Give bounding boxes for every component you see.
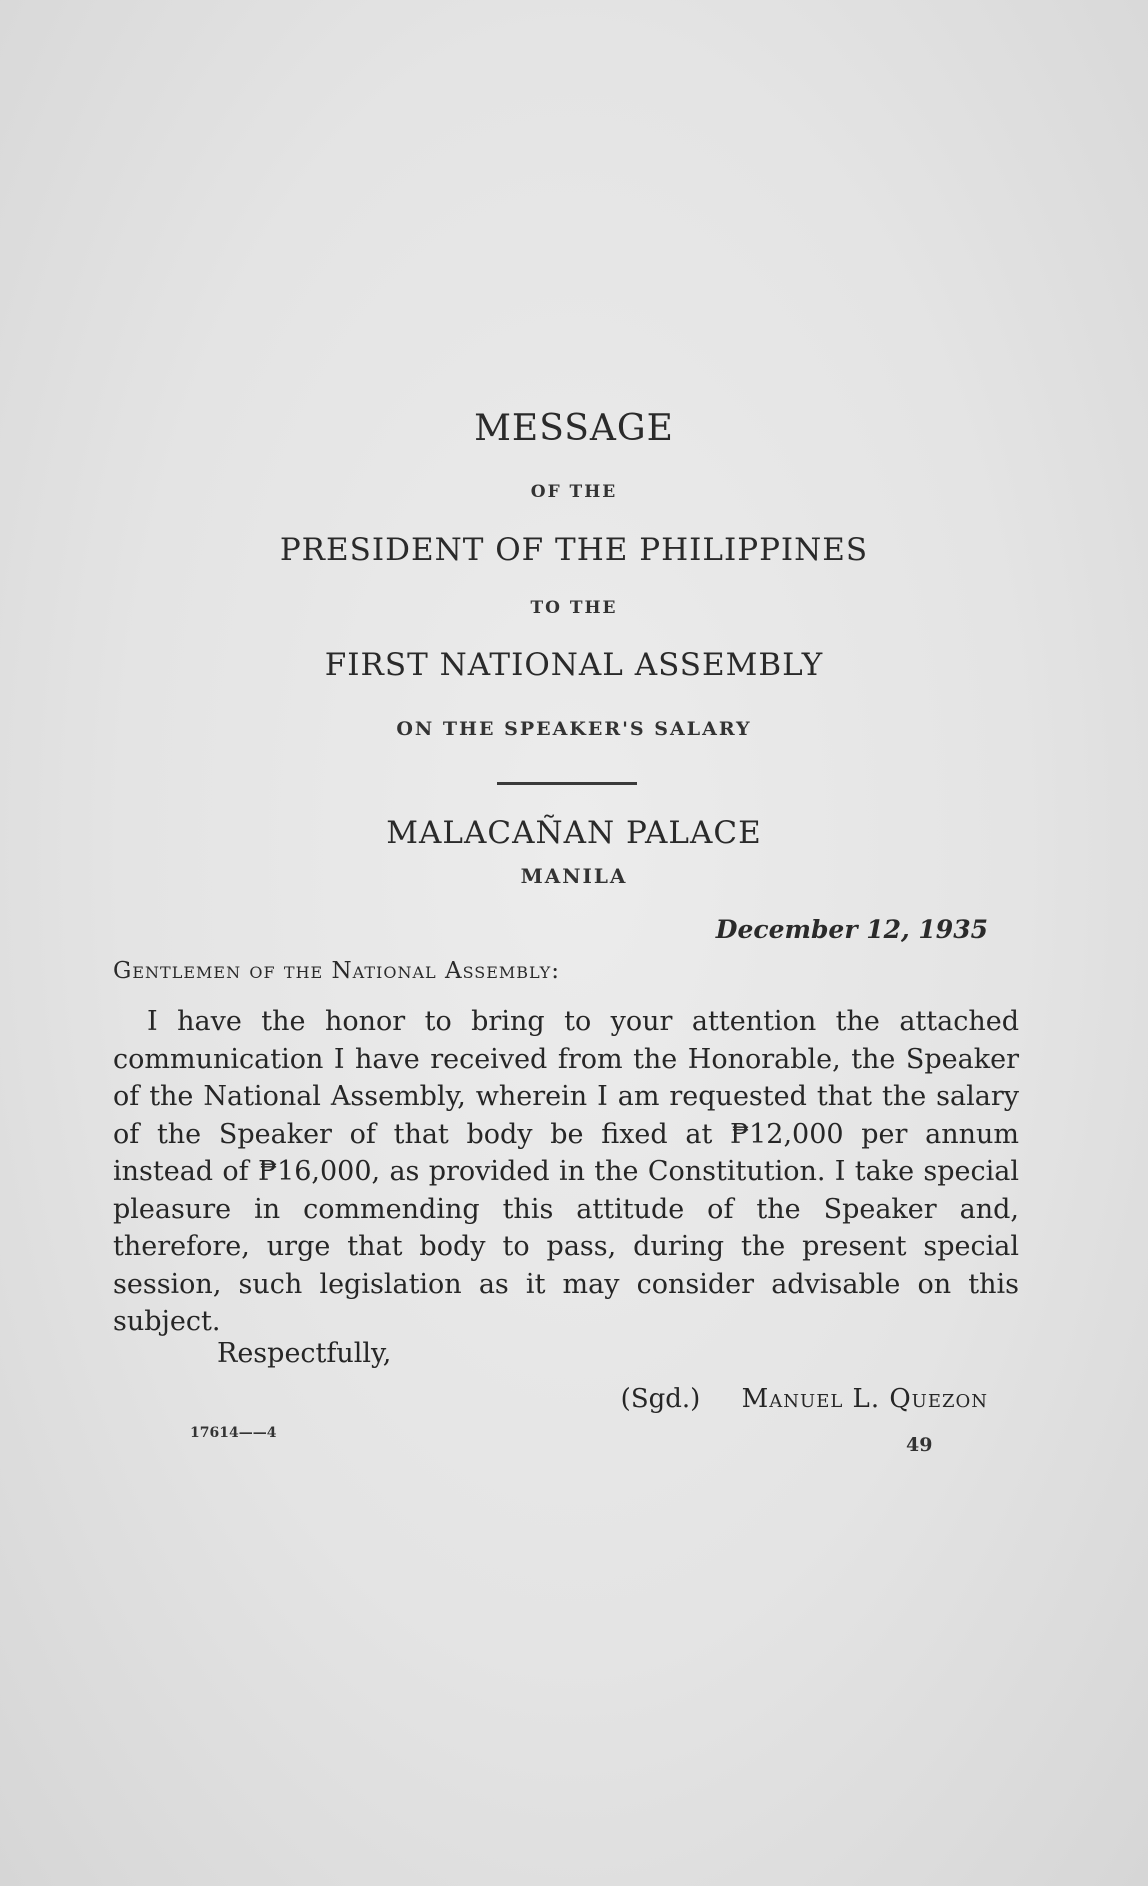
assembly-heading: FIRST NATIONAL ASSEMBLY bbox=[324, 647, 824, 683]
subject-line: ON THE SPEAKER'S SALARY bbox=[396, 718, 752, 740]
signed-name: Manuel L. Quezon bbox=[741, 1384, 988, 1414]
message-body: I have the honor to bring to your attention the attached communication I have received from the Honorable, the Speaker of the National Assembly, wherein I am requested that the salary of the Speaker of that body be fixed at ₱12,000 per annum instead of ₱16,000, as provided in the Constitution. I take special pleasure in commending this attitude of the Speaker and, therefore, urge that body to pass, during the present special session, such legislation as it may consider advisable on this subject. bbox=[113, 1006, 1019, 1337]
of-the-line: OF THE bbox=[530, 482, 618, 502]
closing: Respectfully, bbox=[217, 1338, 392, 1369]
president-heading: PRESIDENT OF THE PHILIPPINES bbox=[279, 532, 869, 568]
signed-prefix: (Sgd.) bbox=[620, 1384, 701, 1414]
print-code: 17614——4 bbox=[190, 1425, 277, 1441]
message-title: MESSAGE bbox=[474, 408, 674, 449]
divider-rule bbox=[497, 782, 637, 785]
signature-line bbox=[621, 1384, 988, 1414]
to-the-line: TO THE bbox=[530, 598, 618, 618]
palace-heading: MALACAÑAN PALACE bbox=[386, 815, 762, 851]
letter-date: December 12, 1935 bbox=[715, 915, 988, 944]
city-line: MANILA bbox=[520, 864, 628, 888]
salutation: Gentlemen of the National Assembly: bbox=[113, 958, 560, 984]
page-number: 49 bbox=[906, 1434, 933, 1456]
